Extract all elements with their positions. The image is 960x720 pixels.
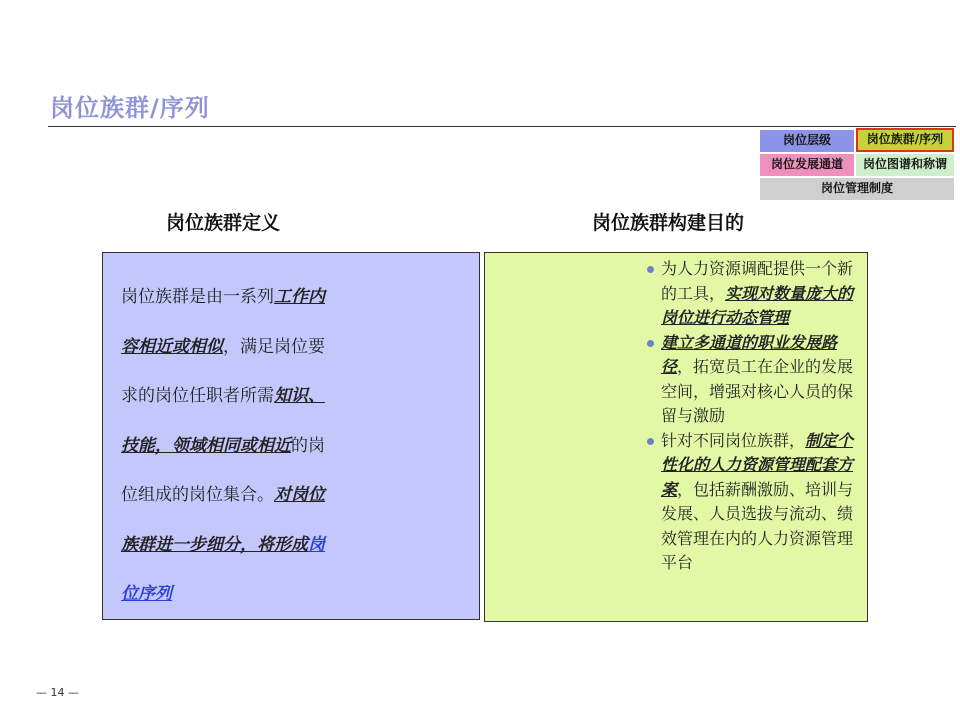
definition-panel bbox=[102, 252, 480, 620]
nav-job-levels[interactable]: 岗位层级 bbox=[760, 130, 854, 152]
def-link-job-sequence[interactable]: 岗位序列 bbox=[121, 534, 325, 604]
purpose-item bbox=[647, 257, 859, 331]
purpose-item bbox=[647, 331, 859, 429]
purpose-emphasis: 制定个性化的人力资源管理配套方案 bbox=[661, 430, 854, 499]
nav-career-path[interactable]: 岗位发展通道 bbox=[760, 154, 854, 176]
def-text-1: 岗位族群是由一系列 bbox=[121, 287, 274, 307]
purpose-panel bbox=[484, 252, 868, 622]
bullet-icon bbox=[647, 266, 654, 273]
nav-management-system[interactable]: 岗位管理制度 bbox=[760, 178, 954, 200]
purpose-text: 为人力资源调配提供一个新的工具， bbox=[661, 259, 854, 303]
purpose-text: 针对不同岗位族群， bbox=[661, 430, 806, 450]
nav-job-map[interactable]: 岗位图谱和称谓 bbox=[856, 154, 954, 176]
bullet-icon bbox=[647, 340, 654, 347]
def-emphasis-2: 知识、技能，领域相同或相近 bbox=[121, 386, 325, 456]
definition-heading: 岗位族群定义 bbox=[166, 212, 281, 234]
def-text-3: 的岗位组成的岗位集合。 bbox=[121, 435, 325, 505]
title-divider bbox=[48, 126, 956, 127]
definition-text bbox=[121, 273, 331, 620]
def-emphasis-1: 工作内容相近或相似 bbox=[121, 287, 325, 357]
def-text-2: ，满足岗位要求的岗位任职者所需 bbox=[121, 336, 325, 406]
def-emphasis-3: 对岗位族群进一步细分，将形成 bbox=[121, 485, 325, 555]
purpose-item bbox=[647, 429, 859, 576]
purpose-text: ，包括薪酬激励、培训与发展、人员选拔与流动、绩效管理在内的人力资源管理平台 bbox=[661, 479, 854, 572]
purpose-emphasis: 实现对数量庞大的岗位进行动态管理 bbox=[661, 283, 854, 327]
bullet-icon bbox=[647, 438, 654, 445]
page-title: 岗位族群/序列 bbox=[50, 94, 210, 122]
purpose-heading: 岗位族群构建目的 bbox=[592, 212, 745, 234]
purpose-emphasis: 建立多通道的职业发展路径 bbox=[661, 332, 838, 376]
purpose-list bbox=[647, 257, 859, 576]
nav-job-family-active[interactable]: 岗位族群/序列 bbox=[856, 128, 954, 152]
page-number: — 14 — bbox=[36, 686, 79, 699]
purpose-text: ，拓宽员工在企业的发展空间，增强对核心人员的保留与激励 bbox=[661, 357, 854, 425]
